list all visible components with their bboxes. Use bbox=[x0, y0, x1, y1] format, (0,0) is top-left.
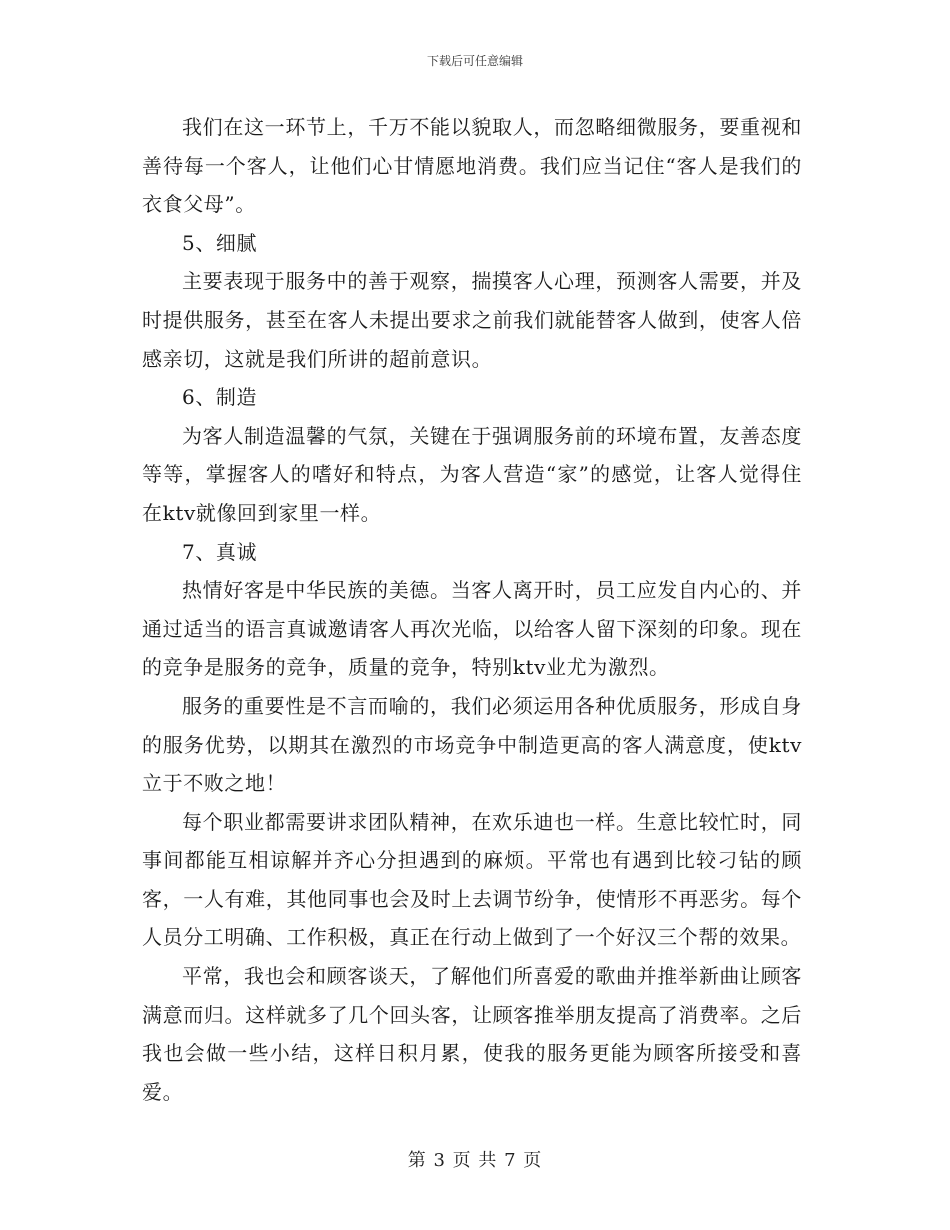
page-footer: 第 3 页 共 7 页 bbox=[407, 1150, 543, 1171]
section-heading-5: 5、细腻 bbox=[182, 230, 258, 255]
page-header: 下载后可任意编辑 bbox=[426, 54, 523, 68]
paragraph-1: 我们在这一环节上，千万不能以貌取人，而忽略细微服务，要重视和善待每一个客人，让他们心甘情愿地消费。我们应当记住“客人是我们的衣食父母”。 bbox=[142, 115, 802, 217]
document-body bbox=[142, 108, 802, 1111]
paragraph-6: 为客人制造温馨的气氛，关键在于强调服务前的环境布置，友善态度等等，掌握客人的嗜好和特点，为客人营造“家”的感觉，让客人觉得住在ktv就像回到家里一样。 bbox=[142, 423, 802, 525]
paragraph-5: 主要表现于服务中的善于观察，揣摸客人心理，预测客人需要，并及时提供服务，甚至在客人未提出要求之前我们就能替客人做到，使客人倍感亲切，这就是我们所讲的超前意识。 bbox=[142, 269, 802, 371]
section-heading-6: 6、制造 bbox=[182, 385, 258, 410]
paragraph-8: 服务的重要性是不言而喻的，我们必须运用各种优质服务，形成自身的服务优势，以期其在激烈的市场竞争中制造更高的客人满意度，使ktv立于不败之地！ bbox=[142, 693, 802, 796]
paragraph-9: 每个职业都需要讲求团队精神，在欢乐迪也一样。生意比较忙时，同事间都能互相谅解并齐心分担遇到的麻烦。平常也有遇到比较刁钻的顾客，一人有难，其他同事也会及时上去调节纷争，使情形不再恶劣。每个人员分工明确、工作积极，真正在行动上做到了一个好汉三个帮的效果。 bbox=[142, 809, 802, 950]
section-heading-7: 7、真诚 bbox=[182, 539, 258, 564]
paragraph-10: 平常，我也会和顾客谈天，了解他们所喜爱的歌曲并推举新曲让顾客满意而归。这样就多了几个回头客，让顾客推举朋友提高了消费率。之后我也会做一些小结，这样日积月累，使我的服务更能为顾客所接受和喜爱。 bbox=[142, 964, 802, 1104]
paragraph-7: 热情好客是中华民族的美德。当客人离开时，员工应发自内心的、并通过适当的语言真诚邀请客人再次光临，以给客人留下深刻的印象。现在的竞争是服务的竞争，质量的竞争，特别ktv业尤为激烈。 bbox=[142, 578, 802, 680]
